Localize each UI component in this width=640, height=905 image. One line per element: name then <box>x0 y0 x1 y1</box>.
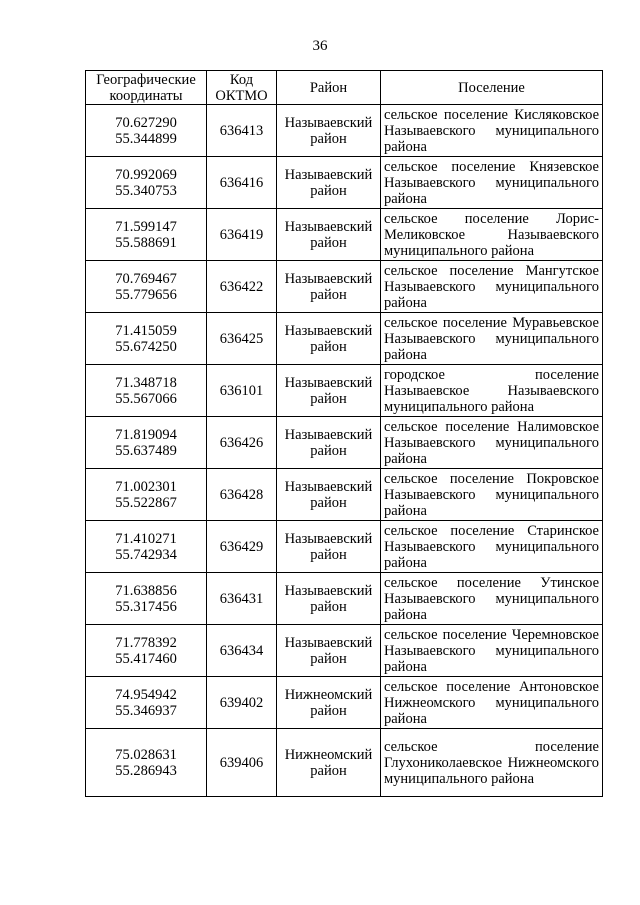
table-row <box>86 209 603 261</box>
settlements-table <box>85 70 603 797</box>
coordinate-second: 55.346937 <box>115 702 177 719</box>
settlement-cell: сельское поселение Черемновское Называевского муниципального района <box>381 625 603 677</box>
oktmo-cell: 636101 <box>207 365 277 417</box>
header-district: Район <box>277 71 381 105</box>
table-row <box>86 521 603 573</box>
coordinates-cell <box>86 521 207 573</box>
settlement-cell: сельское поселение Налимовское Называевского муниципального района <box>381 417 603 469</box>
district-cell: Называевский район <box>277 105 381 157</box>
header-coordinates-line-1: Географические <box>96 71 196 88</box>
oktmo-cell: 636425 <box>207 313 277 365</box>
table-row <box>86 365 603 417</box>
table-row <box>86 417 603 469</box>
coordinates-cell <box>86 313 207 365</box>
coordinates-cell <box>86 261 207 313</box>
coordinate-second: 55.417460 <box>115 650 177 667</box>
district-cell: Называевский район <box>277 469 381 521</box>
coordinate-first: 71.002301 <box>115 478 177 495</box>
table-row <box>86 469 603 521</box>
settlement-cell: сельское поселение Муравьевское Называевского муниципального района <box>381 313 603 365</box>
coordinate-second: 55.286943 <box>115 762 177 779</box>
table-row <box>86 573 603 625</box>
coordinates-cell <box>86 729 207 797</box>
header-coordinates-line-2: координаты <box>109 87 183 104</box>
settlement-cell: сельское поселение Антоновское Нижнеомского муниципального района <box>381 677 603 729</box>
settlement-cell: сельское поселение Утинское Называевского муниципального района <box>381 573 603 625</box>
coordinate-second: 55.522867 <box>115 494 177 511</box>
coordinate-first: 70.627290 <box>115 114 177 131</box>
coordinate-first: 71.638856 <box>115 582 177 599</box>
coordinate-first: 74.954942 <box>115 686 177 703</box>
table-row <box>86 677 603 729</box>
coordinate-second: 55.317456 <box>115 598 177 615</box>
district-cell: Нижнеомский район <box>277 729 381 797</box>
district-cell: Называевский район <box>277 365 381 417</box>
settlement-cell: сельское поселение Кисляковское Называевского муниципального района <box>381 105 603 157</box>
coordinate-first: 71.778392 <box>115 634 177 651</box>
coordinates-cell <box>86 469 207 521</box>
coordinate-first: 70.769467 <box>115 270 177 287</box>
settlement-cell: сельское поселение Мангутское Называевского муниципального района <box>381 261 603 313</box>
coordinate-first: 75.028631 <box>115 746 177 763</box>
district-cell: Нижнеомский район <box>277 677 381 729</box>
coordinates-cell <box>86 573 207 625</box>
header-settlement: Поселение <box>381 71 603 105</box>
table-row <box>86 157 603 209</box>
oktmo-cell: 636431 <box>207 573 277 625</box>
oktmo-cell: 636428 <box>207 469 277 521</box>
oktmo-cell: 636419 <box>207 209 277 261</box>
coordinate-first: 71.410271 <box>115 530 177 547</box>
district-cell: Называевский район <box>277 313 381 365</box>
coordinate-first: 71.599147 <box>115 218 177 235</box>
settlement-cell: городское поселение Называевское Называевского муниципального района <box>381 365 603 417</box>
coordinate-first: 71.819094 <box>115 426 177 443</box>
header-oktmo-line-2: ОКТМО <box>215 87 268 104</box>
district-cell: Называевский район <box>277 157 381 209</box>
district-cell: Называевский район <box>277 521 381 573</box>
coordinates-cell <box>86 625 207 677</box>
header-oktmo-line-1: Код <box>229 71 254 88</box>
coordinates-cell <box>86 105 207 157</box>
table-row <box>86 105 603 157</box>
table-header-row <box>86 71 603 105</box>
coordinates-cell <box>86 417 207 469</box>
settlement-cell: сельское поселение Покровское Называевского муниципального района <box>381 469 603 521</box>
oktmo-cell: 639406 <box>207 729 277 797</box>
coordinate-second: 55.674250 <box>115 338 177 355</box>
oktmo-cell: 639402 <box>207 677 277 729</box>
coordinates-cell <box>86 677 207 729</box>
oktmo-cell: 636429 <box>207 521 277 573</box>
district-cell: Называевский район <box>277 417 381 469</box>
coordinate-first: 71.415059 <box>115 322 177 339</box>
settlement-cell: сельское поселение Князевское Называевского муниципального района <box>381 157 603 209</box>
table-body <box>86 105 603 797</box>
district-cell: Называевский район <box>277 625 381 677</box>
coordinates-cell <box>86 209 207 261</box>
coordinate-first: 71.348718 <box>115 374 177 391</box>
table-row <box>86 313 603 365</box>
oktmo-cell: 636434 <box>207 625 277 677</box>
oktmo-cell: 636426 <box>207 417 277 469</box>
oktmo-cell: 636413 <box>207 105 277 157</box>
settlement-cell: сельское поселение Глухониколаевское Нижнеомского муниципального района <box>381 729 603 797</box>
settlement-cell: сельское поселение Старинское Называевского муниципального района <box>381 521 603 573</box>
coordinate-second: 55.637489 <box>115 442 177 459</box>
coordinate-second: 55.588691 <box>115 234 177 251</box>
table-row <box>86 729 603 797</box>
table-row <box>86 625 603 677</box>
page-number: 36 <box>312 38 328 54</box>
oktmo-cell: 636416 <box>207 157 277 209</box>
district-cell: Называевский район <box>277 209 381 261</box>
settlement-cell: сельское поселение Лорис-Меликовское Называевского муниципального района <box>381 209 603 261</box>
header-oktmo <box>207 71 277 105</box>
district-cell: Называевский район <box>277 573 381 625</box>
coordinate-first: 70.992069 <box>115 166 177 183</box>
oktmo-cell: 636422 <box>207 261 277 313</box>
coordinate-second: 55.742934 <box>115 546 177 563</box>
coordinate-second: 55.567066 <box>115 390 177 407</box>
table-row <box>86 261 603 313</box>
header-coordinates <box>86 71 207 105</box>
district-cell: Называевский район <box>277 261 381 313</box>
coordinate-second: 55.779656 <box>115 286 177 303</box>
coordinates-cell <box>86 157 207 209</box>
coordinates-cell <box>86 365 207 417</box>
coordinate-second: 55.344899 <box>115 130 177 147</box>
coordinate-second: 55.340753 <box>115 182 177 199</box>
